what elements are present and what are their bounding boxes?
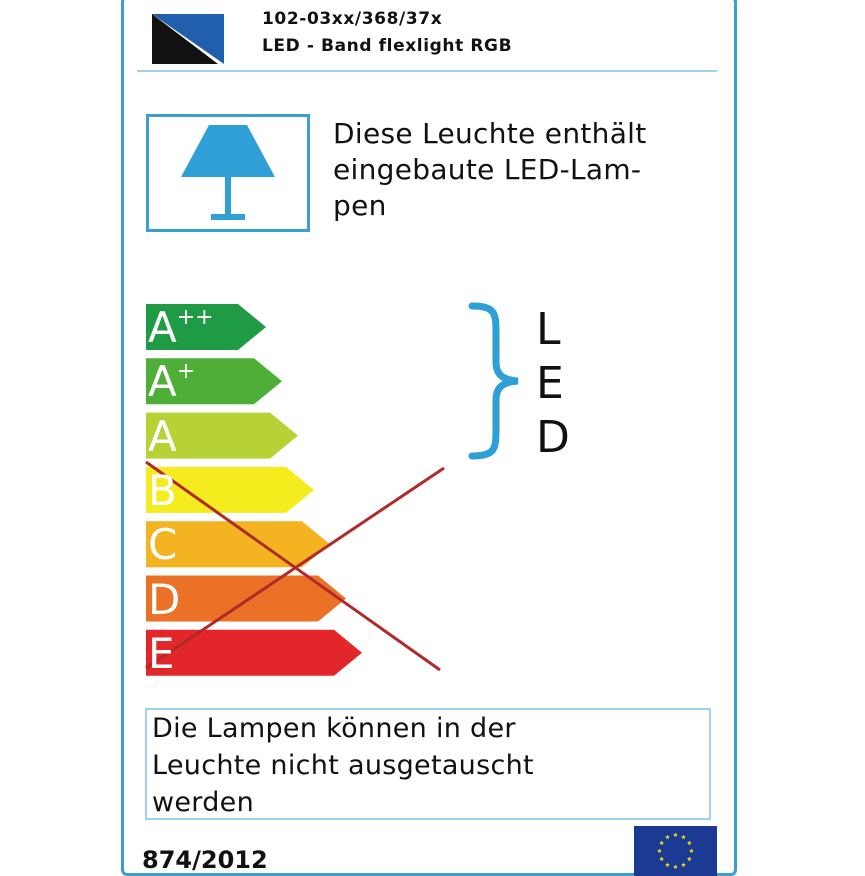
- energy-class-letter: D: [148, 574, 181, 624]
- energy-class-arrow: [146, 630, 362, 676]
- replacement-note-line: werden: [152, 787, 254, 818]
- brace-icon: [466, 300, 526, 462]
- article-number: 102-03xx/368/37x: [262, 9, 443, 29]
- energy-class-letter: C: [148, 520, 178, 570]
- led-letter-l: L: [536, 304, 561, 355]
- energy-class-label: [148, 359, 195, 413]
- energy-class-label: [148, 628, 175, 678]
- led-letter-e: E: [536, 358, 564, 409]
- lamp-statement-line: pen: [333, 189, 387, 222]
- energy-class-letter: B: [148, 465, 177, 515]
- energy-class-letter: A: [148, 357, 177, 407]
- energy-class-label: [148, 574, 181, 624]
- energy-class-label: [148, 465, 177, 515]
- energy-class-letter: A: [148, 411, 177, 461]
- eu-flag-icon: [634, 826, 717, 876]
- energy-class-label: [148, 305, 214, 359]
- replacement-note-line: Die Lampen können in der: [152, 713, 516, 744]
- product-name: LED - Band flexlight RGB: [262, 36, 513, 56]
- replacement-note-line: Leuchte nicht ausgetauscht: [152, 750, 534, 781]
- led-letter-d: D: [536, 412, 570, 463]
- energy-class-superscript: +: [176, 359, 196, 385]
- energy-class-letter: A: [148, 303, 177, 352]
- replacement-note: [152, 710, 712, 821]
- lamp-statement-line: eingebaute LED-Lam-: [333, 153, 642, 186]
- energy-class-label: [148, 411, 177, 461]
- regulation-number: 874/2012: [142, 846, 268, 874]
- energy-class-label: [148, 522, 177, 568]
- energy-class-letter: E: [148, 628, 175, 678]
- energy-class-superscript: ++: [176, 305, 214, 330]
- lamp-statement-line: Diese Leuchte enthält: [333, 117, 647, 150]
